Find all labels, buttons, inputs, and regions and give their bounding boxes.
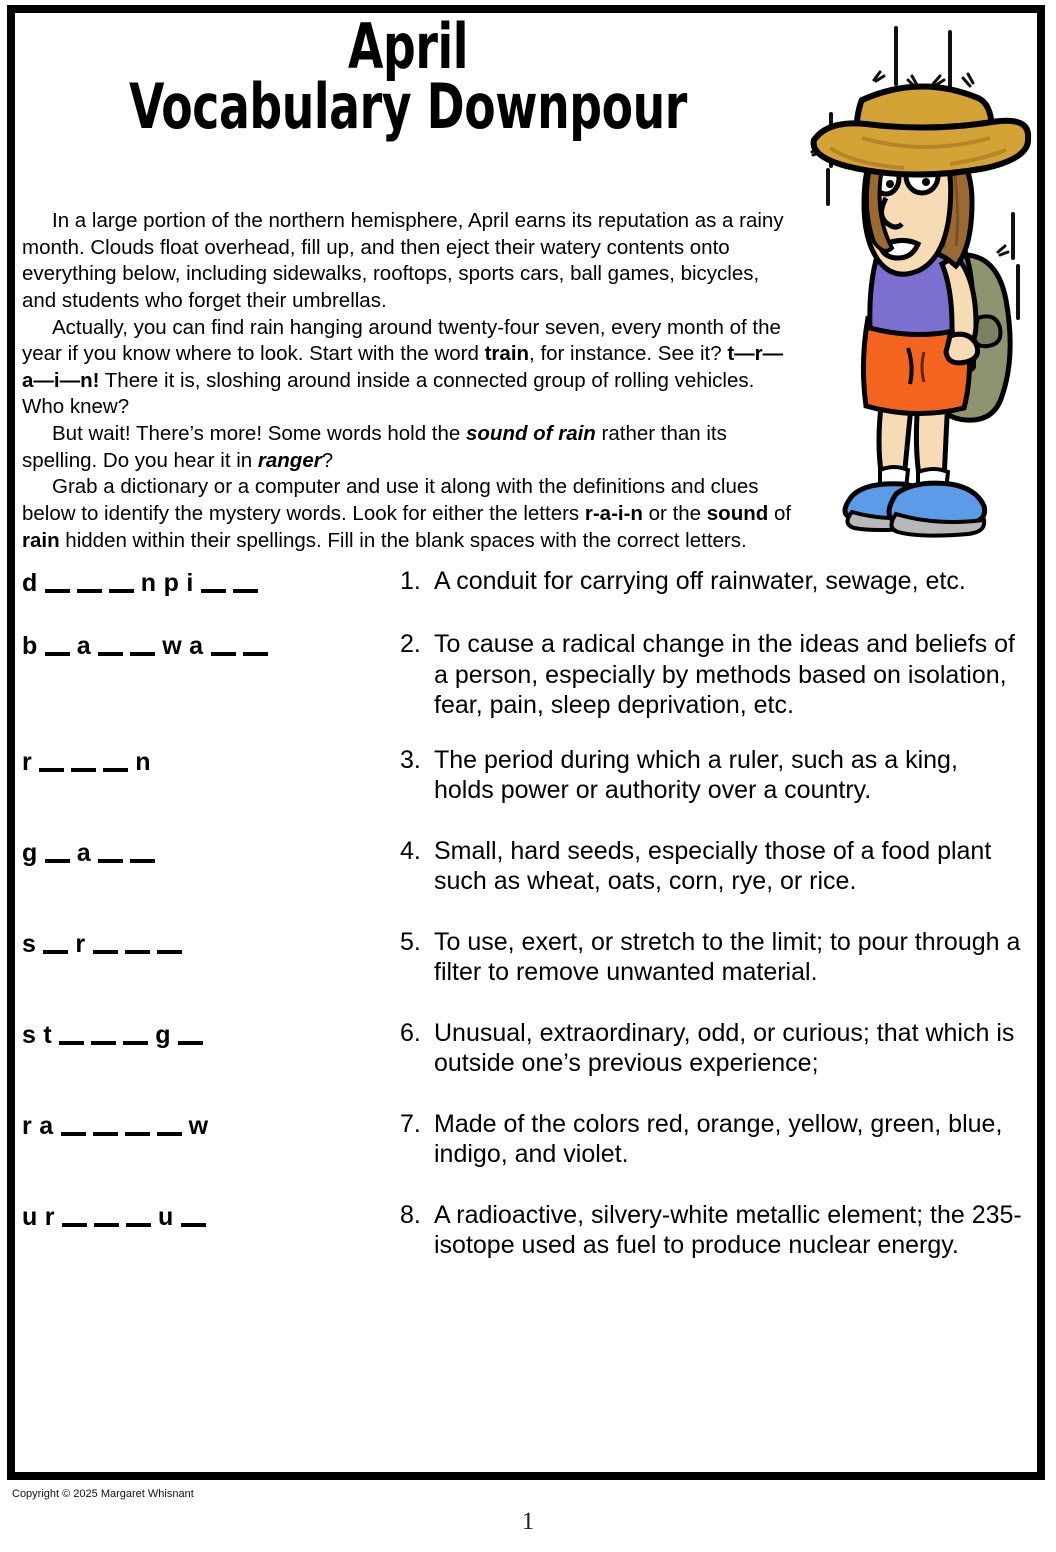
intro-p4-text-a: Grab a dictionary or a computer and use it along with the definitions and clues below to identify the mystery words. Look for either the letters [22, 475, 759, 526]
definition-text: The period during which a ruler, such as a king, holds power or authority over a country. [434, 745, 958, 805]
definition-text: A conduit for carrying off rainwater, sewage, etc. [434, 567, 966, 595]
letter-blank[interactable] [109, 572, 134, 593]
letter-blank[interactable] [103, 751, 128, 772]
page-number: 1 [521, 1508, 535, 1535]
definition-text: Made of the colors red, orange, yellow, green, blue, indigo, and violet. [434, 1109, 1003, 1169]
letter-blank[interactable] [93, 933, 118, 954]
definition-block [400, 836, 1022, 897]
definition-number: 2. [400, 630, 421, 659]
given-letter: a [76, 838, 92, 867]
given-letter: n [140, 569, 157, 597]
letter-blank[interactable] [126, 1206, 151, 1227]
vocabulary-item [22, 1200, 1022, 1261]
vocabulary-item [22, 1018, 1022, 1079]
answer-blanks-1[interactable] [22, 566, 400, 599]
vocabulary-item [22, 745, 1022, 806]
given-letter: g [155, 1020, 172, 1049]
letter-blank[interactable] [45, 635, 70, 656]
given-letter: b [22, 632, 38, 661]
letter-blank[interactable] [45, 842, 70, 863]
letter-blank[interactable] [94, 1206, 119, 1227]
definition-number: 1. [400, 567, 421, 595]
vocabulary-item [22, 836, 1022, 897]
intro-p3-text-a: But wait! There’s more! Some words hold the [52, 422, 466, 446]
given-letter: s [22, 1020, 37, 1049]
given-letter: a [189, 632, 204, 661]
definition-block [400, 745, 1022, 806]
answer-blanks-3[interactable] [22, 745, 400, 778]
given-letter: r [22, 747, 33, 776]
letter-blank[interactable] [130, 842, 155, 863]
title-line-1: April [347, 10, 468, 83]
given-letter: u [22, 1202, 38, 1231]
definition-number: 3. [400, 745, 421, 774]
intro-p3-text-c: ? [321, 448, 334, 472]
intro-p4-bold-rain-letters: r-a-i-n [584, 502, 643, 526]
definition-number: 4. [400, 836, 421, 865]
intro-p4-text-d: hidden within their spellings. Fill in the blank spaces with the correct letters. [59, 528, 747, 552]
letter-blank[interactable] [61, 1115, 86, 1136]
given-letter: p [163, 569, 180, 597]
letter-blank[interactable] [123, 1024, 148, 1045]
answer-blanks-8[interactable] [22, 1200, 400, 1233]
letter-blank[interactable] [201, 572, 226, 593]
letter-blank[interactable] [130, 635, 155, 656]
letter-blank[interactable] [98, 635, 123, 656]
intro-text [22, 208, 794, 554]
given-letter: s [22, 929, 37, 958]
letter-blank[interactable] [77, 572, 102, 593]
letter-blank[interactable] [125, 1115, 150, 1136]
intro-p1-text: In a large portion of the northern hemisphere, April earns its reputation as a rainy month. Clouds float overhead, fill up, and then eject their watery contents onto everything below, including sidewalks, rooftops, sports cars, ball games, bicycles, and students who forget their umbrellas. [22, 209, 784, 312]
letter-blank[interactable] [59, 1024, 84, 1045]
letter-blank[interactable] [178, 1024, 203, 1045]
intro-p2-text-b: , for instance. See it? [529, 342, 728, 366]
definition-text: A radioactive, silvery-white metallic element; the 235-isotope used as fuel to produce nuclear energy. [434, 1200, 1022, 1260]
intro-p4-text-c: of [768, 502, 792, 526]
given-letter: r [44, 1202, 56, 1231]
letter-blank[interactable] [93, 1115, 118, 1136]
given-letter: t [43, 1020, 53, 1049]
definition-block [400, 629, 1022, 721]
letter-blank[interactable] [39, 751, 64, 772]
definition-number: 8. [400, 1200, 421, 1229]
intro-p4-bold-sound: sound [706, 502, 769, 526]
given-letter: d [22, 569, 38, 597]
given-letter: a [39, 1111, 54, 1140]
letter-blank[interactable] [211, 635, 236, 656]
intro-p3-emph-sound-of-rain: sound of rain [466, 422, 596, 446]
definition-text: To cause a radical change in the ideas and beliefs of a person, especially by methods based on isolation, fear, pain, sleep deprivation, etc. [434, 630, 1015, 720]
answer-blanks-4[interactable] [22, 836, 400, 869]
intro-paragraph-2 [22, 315, 794, 422]
vocabulary-item [22, 927, 1022, 988]
letter-blank[interactable] [71, 751, 96, 772]
letter-blank[interactable] [157, 933, 182, 954]
intro-paragraph-4 [22, 474, 794, 554]
page-title [28, 10, 788, 143]
intro-p2-text-a: Actually, you can find rain hanging around twenty-four seven, every month of the year if you know where to look. Start with the word [22, 315, 781, 366]
vocabulary-item [22, 629, 1022, 721]
intro-p3-emph-ranger: ranger [257, 448, 322, 472]
intro-paragraph-1 [22, 208, 794, 315]
given-letter: a [76, 632, 92, 661]
letter-blank[interactable] [45, 572, 70, 593]
given-letter: r [22, 1111, 33, 1140]
answer-blanks-7[interactable] [22, 1109, 400, 1142]
given-letter: g [22, 838, 38, 867]
intro-p4-text-b: or the [642, 502, 707, 526]
definition-number: 5. [400, 927, 421, 956]
letter-blank[interactable] [181, 1206, 206, 1227]
definition-block [400, 927, 1022, 988]
letter-blank[interactable] [62, 1206, 87, 1227]
definition-text: Small, hard seeds, especially those of a food plant such as wheat, oats, corn, rye, or rice. [434, 836, 992, 896]
definition-block [400, 1018, 1022, 1079]
vocabulary-item-list [22, 566, 1022, 1261]
definition-number: 7. [400, 1109, 421, 1138]
answer-blanks-5[interactable] [22, 927, 400, 960]
intro-p2-bold-train: train [484, 342, 530, 366]
definition-number: 6. [400, 1018, 421, 1047]
given-letter: w [162, 632, 183, 661]
given-letter: w [188, 1111, 209, 1140]
intro-p2-bold-spelled-train: t—r—a—i—n! [22, 342, 784, 392]
definition-text: Unusual, extraordinary, odd, or curious; that which is outside one’s previous experience; [434, 1018, 1015, 1078]
intro-paragraph-3 [22, 421, 794, 474]
definition-block [400, 566, 1022, 597]
intro-p2-text-c: There it is, sloshing around inside a connected group of rolling vehicles. Who knew? [22, 368, 755, 419]
given-letter: n [135, 747, 152, 776]
intro-p4-bold-rain: rain [22, 528, 60, 552]
answer-blanks-2[interactable] [22, 629, 400, 662]
letter-blank[interactable] [125, 933, 150, 954]
definition-block [400, 1109, 1022, 1170]
answer-blanks-6[interactable] [22, 1018, 400, 1051]
title-line-2: Vocabulary Downpour [129, 69, 687, 143]
definition-block [400, 1200, 1022, 1261]
letter-blank[interactable] [243, 635, 268, 656]
given-letter: r [75, 929, 86, 958]
hat [814, 86, 1029, 174]
intro-p3-text-b: rather than its spelling. Do you hear it in [22, 422, 727, 472]
rainy-student-illustration [800, 18, 1040, 538]
shoes [845, 483, 985, 535]
letter-blank[interactable] [157, 1115, 182, 1136]
letter-blank[interactable] [91, 1024, 116, 1045]
definition-text: To use, exert, or stretch to the limit; to pour through a filter to remove unwanted material. [434, 927, 1021, 987]
letter-blank[interactable] [98, 842, 123, 863]
given-letter: i [186, 569, 194, 597]
letter-blank[interactable] [43, 933, 68, 954]
copyright-notice: Copyright © 2025 Margaret Whisnant [12, 1488, 194, 1500]
vocabulary-item [22, 566, 1022, 599]
given-letter: u [158, 1202, 174, 1231]
letter-blank[interactable] [233, 572, 258, 593]
vocabulary-item [22, 1109, 1022, 1170]
